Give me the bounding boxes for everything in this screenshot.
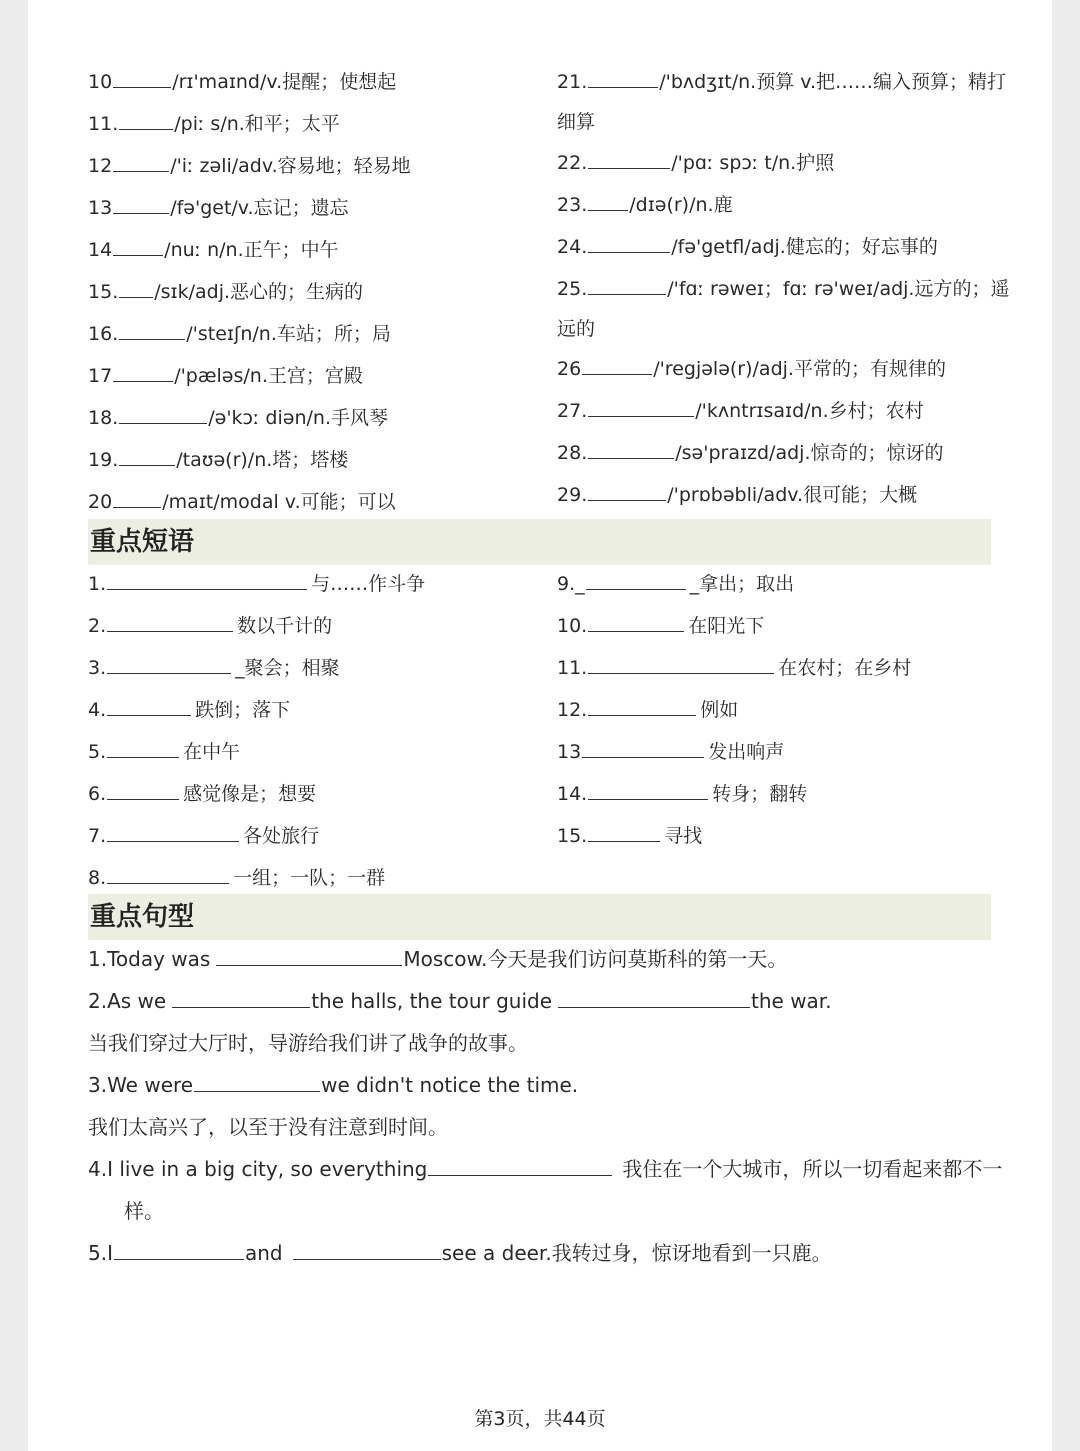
phrase-meaning: 在中午 [183, 741, 241, 763]
vocab-number: 13 [88, 197, 113, 219]
vocab-definition: /dɪə(r)/n.鹿 [629, 194, 733, 216]
phrase-meaning: 感觉像是；想要 [183, 783, 317, 805]
vocab-answer-blank[interactable] [119, 405, 207, 424]
sentence-2-part-b: the halls, the tour guide [311, 989, 553, 1013]
vocab-answer-blank[interactable] [113, 195, 169, 214]
vocab-number-sep: . [112, 449, 119, 471]
phrase-item [557, 739, 784, 765]
phrase-item [557, 697, 738, 723]
vocab-item [557, 398, 924, 424]
vocab-answer-blank[interactable] [582, 356, 652, 375]
vocab-answer-blank[interactable] [588, 482, 666, 501]
phrase-answer-blank[interactable] [107, 655, 231, 674]
phrase-answer-blank[interactable] [107, 697, 191, 716]
vocab-number: 23 [557, 194, 582, 216]
vocab-number: 21 [557, 71, 582, 93]
vocab-number: 26 [557, 358, 582, 380]
vocab-answer-blank[interactable] [588, 234, 670, 253]
phrase-number: 10. [557, 615, 588, 637]
vocab-number: 24 [557, 236, 582, 258]
vocab-answer-blank[interactable] [588, 276, 666, 295]
phrase-answer-blank[interactable] [107, 739, 179, 758]
vocab-number-sep: . [581, 484, 588, 506]
phrase-answer-blank[interactable] [588, 781, 708, 800]
phrase-item [88, 739, 240, 765]
sentence-5 [88, 1240, 832, 1266]
sentences-section-title: 重点句型 [90, 902, 195, 932]
vocab-answer-blank[interactable] [113, 489, 161, 508]
vocab-definition: 远的 [557, 318, 596, 340]
sentence-5-blank-2[interactable] [293, 1241, 441, 1260]
phrase-number: 12. [557, 699, 588, 721]
phrase-meaning: 一组；一队；一群 [233, 867, 386, 889]
vocab-number: 12 [88, 155, 113, 177]
vocab-definition: /'fɑː rəweɪ；fɑː rə'weɪ/adj.远方的；遥 [667, 278, 1010, 300]
vocab-item [557, 356, 946, 382]
vocab-definition: /rɪ'maɪnd/v.提醒；使想起 [172, 71, 397, 93]
phrase-number: 5. [88, 741, 107, 763]
phrase-item [557, 613, 764, 639]
sentence-3-translation: 我们太高兴了，以至于没有注意到时间。 [88, 1115, 448, 1139]
vocab-number: 29 [557, 484, 582, 506]
phrase-number: 8. [88, 867, 107, 889]
vocab-item [88, 237, 339, 263]
vocab-definition: /taʊə(r)/n.塔；塔楼 [176, 449, 349, 471]
vocab-definition: 细算 [557, 111, 596, 133]
sentence-3-part-a: 3.We were [88, 1073, 194, 1097]
sentence-4-blank[interactable] [428, 1157, 612, 1176]
phrase-meaning: 与……作斗争 [311, 573, 426, 595]
sentence-3-blank[interactable] [194, 1073, 320, 1092]
sentence-3-part-b: we didn't notice the time. [321, 1073, 579, 1097]
phrase-meaning: 转身；翻转 [712, 783, 808, 805]
vocab-definition: /'pɑː spɔː t/n.护照 [671, 152, 835, 174]
vocab-number: 18 [88, 407, 113, 429]
vocab-number-sep: . [112, 407, 119, 429]
sentence-1-part-a: 1.Today was [88, 947, 211, 971]
vocab-number: 17 [88, 365, 113, 387]
sentence-4 [88, 1156, 1002, 1182]
phrases-section-title: 重点短语 [90, 527, 195, 557]
phrase-meaning: _聚会；相聚 [235, 657, 340, 679]
vocab-item [88, 279, 363, 305]
vocab-number-sep: . [581, 71, 588, 93]
phrase-number: 3. [88, 657, 107, 679]
vocab-number: 15 [88, 281, 113, 303]
vocab-item [88, 447, 348, 473]
vocab-answer-blank[interactable] [588, 69, 658, 88]
vocab-number: 28 [557, 442, 582, 464]
page-footer: 第3页，共44页 [474, 1408, 606, 1430]
vocab-item [557, 69, 1006, 95]
vocab-definition: /maɪt/modal v.可能；可以 [162, 491, 396, 513]
vocab-number: 20 [88, 491, 113, 513]
sentence-2-part-a: 2.As we [88, 989, 167, 1013]
vocab-definition: /'iː zəli/adv.容易地；轻易地 [170, 155, 411, 177]
phrase-answer-blank[interactable] [588, 655, 774, 674]
vocab-number-sep: . [112, 113, 119, 135]
sentence-1-blank[interactable] [216, 947, 402, 966]
sentence-3 [88, 1072, 578, 1098]
vocab-number-sep: . [581, 236, 588, 258]
phrase-item [557, 571, 794, 597]
vocab-answer-blank[interactable] [588, 150, 670, 169]
sentence-1 [88, 946, 787, 972]
vocab-number: 27 [557, 400, 582, 422]
vocab-definition: /sɪk/adj.恶心的；生病的 [154, 281, 364, 303]
phrase-answer-blank[interactable] [107, 781, 179, 800]
vocab-number-sep: . [581, 152, 588, 174]
sentences-section-bar [88, 894, 991, 940]
vocab-item [88, 489, 396, 515]
sentence-1-part-b: Moscow.今天是我们访问莫斯科的第一天。 [403, 947, 788, 971]
vocab-number-sep: . [581, 400, 588, 422]
phrase-meaning: _拿出；取出 [689, 573, 795, 595]
vocab-item-continuation [557, 109, 595, 135]
vocab-item [88, 363, 363, 389]
phrase-answer-blank[interactable] [588, 613, 684, 632]
vocab-definition: /ə'kɔː diən/n.手风琴 [208, 407, 388, 429]
vocab-number-sep: . [581, 278, 588, 300]
phrase-meaning: 各处旅行 [243, 825, 320, 847]
vocab-item [88, 153, 411, 179]
vocab-number-sep: . [112, 281, 119, 303]
vocab-number: 11 [88, 113, 113, 135]
sentence-5-blank-1[interactable] [114, 1241, 244, 1260]
vocab-number: 16 [88, 323, 113, 345]
vocab-definition: /'kʌntrɪsaɪd/n.乡村；农村 [695, 400, 924, 422]
vocab-number: 19 [88, 449, 113, 471]
phrase-number: 4. [88, 699, 107, 721]
phrase-item [557, 655, 911, 681]
phrase-item [88, 571, 425, 597]
vocab-answer-blank[interactable] [588, 398, 694, 417]
phrase-answer-blank[interactable] [107, 865, 229, 884]
sentence-2-translation: 当我们穿过大厅时，导游给我们讲了战争的故事。 [88, 1031, 528, 1055]
phrase-answer-blank[interactable] [107, 571, 307, 590]
vocab-item [557, 234, 938, 260]
vocab-item [88, 69, 396, 95]
sentence-2-blank-1[interactable] [172, 989, 310, 1008]
vocab-answer-blank[interactable] [113, 237, 163, 256]
vocab-answer-blank[interactable] [119, 321, 185, 340]
vocab-answer-blank[interactable] [113, 153, 169, 172]
sentence-5-part-c: see a deer.我转过身，惊讶地看到一只鹿。 [441, 1241, 832, 1265]
phrases-section-bar [88, 519, 991, 565]
phrase-item [557, 823, 702, 849]
vocab-number: 10 [88, 71, 113, 93]
phrase-item [88, 613, 332, 639]
phrase-number: 13 [557, 741, 582, 763]
sentence-4-part-b: 我住在一个大城市，所以一切看起来都不一 [622, 1157, 1003, 1181]
phrase-meaning: 在农村；在乡村 [778, 657, 912, 679]
vocab-definition: /'prɒbəbli/adv.很可能；大概 [667, 484, 918, 506]
vocab-definition: /piː s/n.和平；太平 [174, 113, 340, 135]
phrase-number: 1. [88, 573, 107, 595]
vocab-answer-blank[interactable] [113, 69, 171, 88]
vocab-definition: /'pæləs/n.王宫；宫殿 [174, 365, 363, 387]
phrase-meaning: 数以千计的 [237, 615, 333, 637]
phrase-number: 9._ [557, 573, 585, 595]
vocab-answer-blank[interactable] [588, 440, 674, 459]
vocab-definition: /fə'get/v.忘记；遗忘 [170, 197, 349, 219]
vocab-definition: /'steɪʃn/n.车站；所；局 [186, 323, 391, 345]
phrase-meaning: 跌倒；落下 [195, 699, 291, 721]
phrase-answer-blank[interactable] [582, 739, 704, 758]
phrase-answer-blank[interactable] [586, 571, 686, 590]
sentence-2 [88, 988, 832, 1014]
vocab-definition: /sə'praɪzd/adj.惊奇的；惊讶的 [675, 442, 944, 464]
sentence-2-part-c: the war. [751, 989, 832, 1013]
phrase-meaning: 寻找 [664, 825, 703, 847]
vocab-answer-blank[interactable] [113, 363, 173, 382]
phrase-number: 11. [557, 657, 588, 679]
phrase-item [88, 655, 340, 681]
sentence-4-translation-end: 样。 [124, 1199, 164, 1223]
vocab-item [557, 192, 733, 218]
phrase-item [88, 781, 316, 807]
vocab-item [557, 440, 943, 466]
vocab-number: 22 [557, 152, 582, 174]
phrase-item [88, 865, 385, 891]
vocab-item [88, 195, 349, 221]
phrase-meaning: 在阳光下 [688, 615, 765, 637]
vocab-item [88, 405, 388, 431]
vocab-number: 25 [557, 278, 582, 300]
vocab-answer-blank[interactable] [119, 111, 173, 130]
phrase-number: 7. [88, 825, 107, 847]
phrase-meaning: 发出响声 [708, 741, 785, 763]
vocab-definition: /fə'getfl/adj.健忘的；好忘事的 [671, 236, 938, 258]
vocab-number-sep: . [581, 194, 588, 216]
phrase-item [88, 697, 290, 723]
vocab-answer-blank[interactable] [588, 192, 628, 211]
vocab-number-sep: . [112, 323, 119, 345]
phrase-item [557, 781, 807, 807]
phrase-number: 2. [88, 615, 107, 637]
vocab-answer-blank[interactable] [119, 447, 175, 466]
vocab-definition: /'bʌdʒɪt/n.预算 v.把……编入预算；精打 [659, 71, 1007, 93]
vocab-item [88, 111, 340, 137]
phrase-answer-blank[interactable] [588, 697, 696, 716]
vocab-item [557, 150, 834, 176]
sentence-4-part-a: 4.I live in a big city, so everything [88, 1157, 428, 1181]
phrase-number: 6. [88, 783, 107, 805]
vocab-answer-blank[interactable] [119, 279, 153, 298]
phrase-number: 14. [557, 783, 588, 805]
vocab-item [557, 276, 1009, 302]
vocab-number: 14 [88, 239, 113, 261]
phrase-meaning: 例如 [700, 699, 739, 721]
phrase-number: 15. [557, 825, 588, 847]
vocab-definition: /nuː n/n.正午；中午 [164, 239, 339, 261]
phrase-answer-blank[interactable] [107, 823, 239, 842]
vocab-item-continuation [557, 316, 595, 342]
vocab-item [88, 321, 391, 347]
sentence-5-part-a: 5.I [88, 1241, 113, 1265]
sentence-2-blank-2[interactable] [558, 989, 750, 1008]
sentence-5-part-b: and [244, 1241, 283, 1265]
phrase-item [88, 823, 319, 849]
vocab-item [557, 482, 917, 508]
phrase-answer-blank[interactable] [107, 613, 233, 632]
vocab-definition: /'regjələ(r)/adj.平常的；有规律的 [653, 358, 946, 380]
vocab-number-sep: . [581, 442, 588, 464]
phrase-answer-blank[interactable] [588, 823, 660, 842]
